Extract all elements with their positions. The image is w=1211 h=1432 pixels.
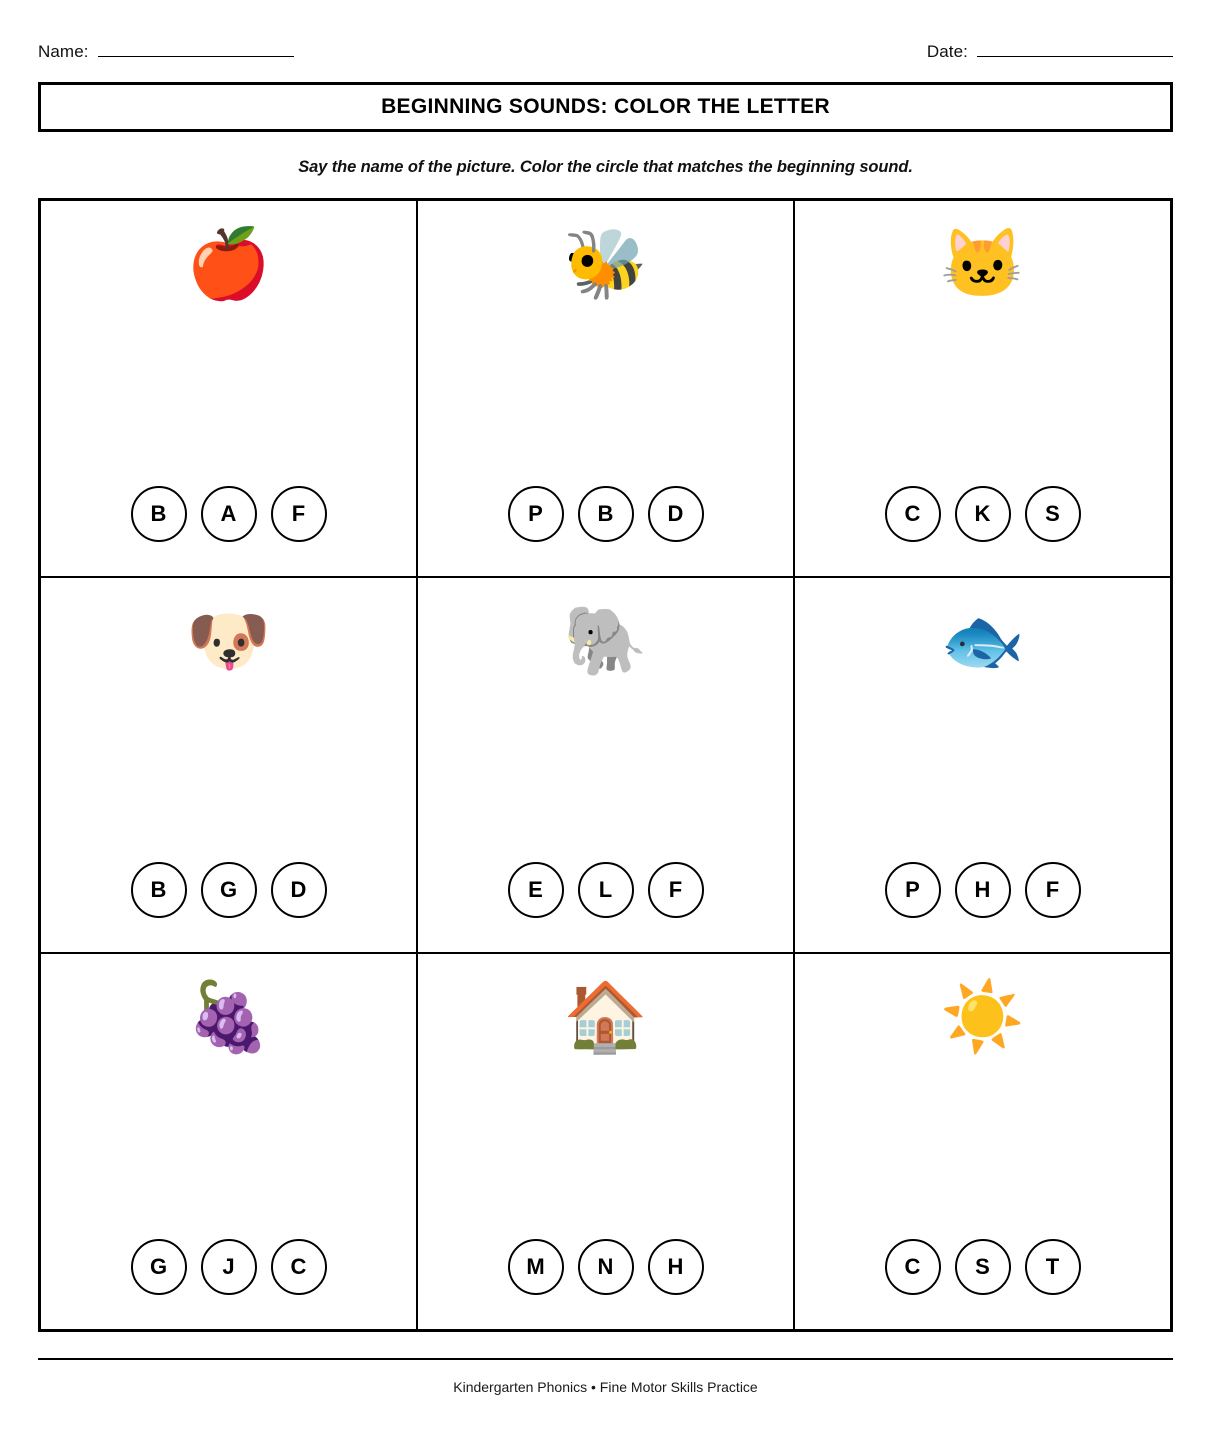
cat-icon: 🐱	[940, 226, 1025, 302]
letter-choice-circle[interactable]: B	[131, 486, 187, 542]
letter-choice-circle[interactable]: E	[508, 862, 564, 918]
footer-divider	[38, 1358, 1173, 1360]
letter-choice-circle[interactable]: F	[271, 486, 327, 542]
footer-text: Kindergarten Phonics • Fine Motor Skills Practice	[453, 1379, 758, 1395]
letter-choice-circle[interactable]: A	[201, 486, 257, 542]
title-banner	[38, 82, 1173, 132]
letter-choice-circle[interactable]: H	[955, 862, 1011, 918]
elephant-icon: 🐘	[563, 602, 648, 679]
letter-choice-circle[interactable]: P	[885, 862, 941, 918]
exercise-cell-dog	[41, 578, 416, 953]
letter-choice-row	[418, 1239, 793, 1295]
letter-choice-circle[interactable]: N	[578, 1239, 634, 1295]
name-field[interactable]	[38, 42, 294, 62]
letter-choice-circle[interactable]: S	[1025, 486, 1081, 542]
letter-choice-circle[interactable]: M	[508, 1239, 564, 1295]
name-date-row	[38, 0, 1173, 62]
fish-icon: 🐟	[940, 602, 1025, 679]
letter-choice-circle[interactable]: H	[648, 1239, 704, 1295]
letter-choice-row	[41, 1239, 416, 1295]
letter-choice-circle[interactable]: C	[885, 486, 941, 542]
exercise-cell-fish	[795, 578, 1170, 953]
letter-choice-circle[interactable]: D	[271, 862, 327, 918]
letter-choice-circle[interactable]: P	[508, 486, 564, 542]
page-title: BEGINNING SOUNDS: COLOR THE LETTER	[381, 95, 830, 118]
letter-choice-row	[418, 486, 793, 542]
letter-choice-row	[795, 862, 1170, 918]
letter-choice-circle[interactable]: F	[648, 862, 704, 918]
letter-choice-circle[interactable]: C	[885, 1239, 941, 1295]
house-icon: 🏠	[563, 979, 648, 1056]
letter-choice-row	[41, 862, 416, 918]
instructions-text: Say the name of the picture. Color the circle that matches the beginning sound.	[298, 158, 913, 176]
exercise-cell-apple	[41, 201, 416, 576]
letter-choice-circle[interactable]: G	[201, 862, 257, 918]
letter-choice-circle[interactable]: K	[955, 486, 1011, 542]
letter-choice-circle[interactable]: F	[1025, 862, 1081, 918]
letter-choice-circle[interactable]: B	[131, 862, 187, 918]
letter-choice-circle[interactable]: D	[648, 486, 704, 542]
apple-icon: 🍎	[186, 226, 271, 302]
letter-choice-circle[interactable]: T	[1025, 1239, 1081, 1295]
date-write-line[interactable]	[977, 55, 1173, 57]
letter-choice-circle[interactable]: J	[201, 1239, 257, 1295]
dog-icon: 🐶	[186, 602, 271, 679]
letter-choice-circle[interactable]: S	[955, 1239, 1011, 1295]
date-label: Date:	[926, 42, 968, 61]
letter-choice-circle[interactable]: L	[578, 862, 634, 918]
letter-choice-row	[795, 486, 1170, 542]
letter-choice-circle[interactable]: G	[131, 1239, 187, 1295]
letter-choice-row	[418, 862, 793, 918]
exercise-cell-house	[418, 954, 793, 1329]
letter-choice-row	[41, 486, 416, 542]
exercise-cell-sun	[795, 954, 1170, 1329]
sun-icon: ☀️	[940, 979, 1025, 1056]
exercise-cell-cat	[795, 201, 1170, 576]
exercise-grid	[38, 198, 1173, 1332]
grapes-icon: 🍇	[186, 979, 271, 1056]
letter-choice-row	[795, 1239, 1170, 1295]
name-write-line[interactable]	[98, 55, 294, 57]
bee-icon: 🐝	[563, 226, 648, 302]
letter-choice-circle[interactable]: B	[578, 486, 634, 542]
letter-choice-circle[interactable]: C	[271, 1239, 327, 1295]
exercise-cell-grapes	[41, 954, 416, 1329]
name-label: Name:	[38, 42, 89, 61]
date-field[interactable]	[927, 42, 1173, 62]
exercise-cell-bee	[418, 201, 793, 576]
exercise-cell-elephant	[418, 578, 793, 953]
